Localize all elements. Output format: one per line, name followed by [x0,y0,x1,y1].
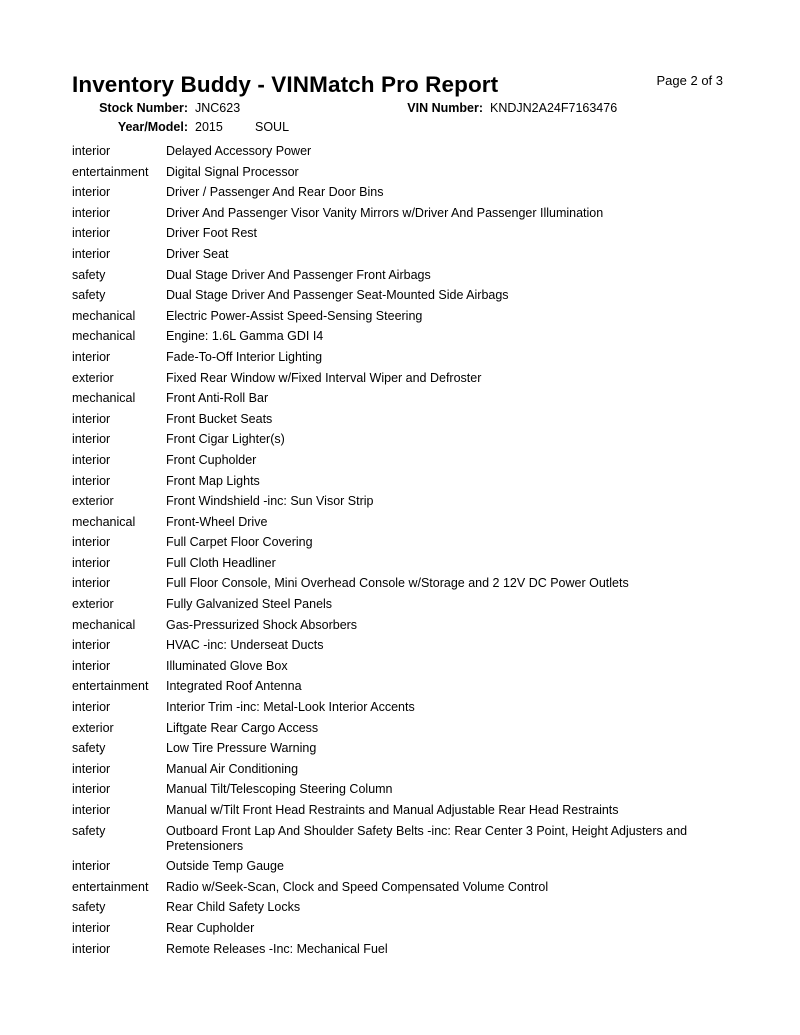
feature-category: interior [72,473,111,488]
feature-row [72,453,732,468]
feature-category: interior [72,205,111,220]
feature-row [72,247,732,262]
feature-row [72,350,732,365]
feature-row [72,432,732,447]
feature-category: safety [72,288,106,303]
feature-category: interior [72,246,111,261]
feature-row [72,185,732,200]
feature-description: Illuminated Glove Box [166,658,288,673]
feature-category: mechanical [72,391,136,406]
feature-description: Front Bucket Seats [166,411,273,426]
feature-category: safety [72,823,106,838]
feature-row [72,880,732,895]
feature-category: interior [72,859,111,874]
feature-row [72,494,732,509]
feature-description: Dual Stage Driver And Passenger Front Airbags [166,267,431,282]
feature-category: interior [72,638,111,653]
feature-row [72,474,732,489]
feature-description: Digital Signal Processor [166,164,299,179]
feature-row [72,391,732,406]
feature-description: Front-Wheel Drive [166,514,268,529]
feature-category: mechanical [72,329,136,344]
feature-category: entertainment [72,879,149,894]
year-model-label: Year/Model: [117,120,188,134]
feature-row [72,329,732,344]
feature-description: Outside Temp Gauge [166,859,284,874]
feature-row [72,618,732,633]
feature-category: mechanical [72,308,136,323]
feature-category: mechanical [72,514,136,529]
feature-description: Fade-To-Off Interior Lighting [166,349,323,364]
feature-row [72,556,732,571]
feature-row [72,309,732,324]
feature-description: Fixed Rear Window w/Fixed Interval Wiper and Defroster [166,370,482,385]
feature-description: Rear Cupholder [166,920,255,935]
feature-row [72,803,732,818]
feature-category: exterior [72,597,114,612]
feature-description: Delayed Accessory Power [166,144,312,158]
feature-description: Engine: 1.6L Gamma GDI I4 [166,329,324,344]
feature-description: HVAC -inc: Underseat Ducts [166,638,324,653]
feature-row [72,900,732,915]
feature-description: Rear Child Safety Locks [166,900,301,915]
feature-row [72,206,732,221]
feature-description: Dual Stage Driver And Passenger Seat-Mounted Side Airbags [166,288,509,303]
feature-row [72,597,732,612]
feature-description: Manual w/Tilt Front Head Restraints and Manual Adjustable Rear Head Restraints [166,803,619,817]
feature-description: Front Cigar Lighter(s) [166,432,285,447]
feature-description: Driver And Passenger Visor Vanity Mirrors w/Driver And Passenger Illumination [166,205,604,220]
feature-category: interior [72,185,111,200]
feature-description: Front Anti-Roll Bar [166,391,269,406]
feature-description: Remote Releases -Inc: Mechanical Fuel [166,941,388,956]
feature-category: exterior [72,494,114,509]
feature-description: Gas-Pressurized Shock Absorbers [166,617,358,632]
feature-row [72,412,732,427]
stock-number-label: Stock Number: [99,101,188,115]
feature-row [72,165,732,180]
model-value: SOUL [255,120,290,134]
feature-row [72,371,732,386]
feature-row [72,679,732,694]
feature-description: Interior Trim -inc: Metal-Look Interior Accents [166,700,415,715]
feature-category: entertainment [72,164,149,179]
feature-description: Full Cloth Headliner [166,555,276,570]
feature-row [72,741,732,756]
feature-description: Electric Power-Assist Speed-Sensing Steering [166,308,423,323]
feature-category: safety [72,900,106,915]
feature-row [72,144,732,159]
feature-row [72,268,732,283]
feature-row [72,659,732,674]
feature-row [72,638,732,653]
feature-category: exterior [72,370,114,385]
year-value: 2015 [195,120,223,134]
feature-list [72,144,732,962]
feature-description: Fully Galvanized Steel Panels [166,597,333,612]
feature-category: exterior [72,720,114,735]
feature-description: Radio w/Seek-Scan, Clock and Speed Compensated Volume Control [166,879,549,894]
feature-category: interior [72,452,111,467]
feature-category: interior [72,761,111,776]
feature-row [72,824,732,854]
feature-description: Front Cupholder [166,452,257,467]
feature-row [72,515,732,530]
feature-category: interior [72,226,111,241]
feature-row [72,942,732,957]
feature-description: Front Map Lights [166,473,260,488]
feature-row [72,859,732,874]
feature-description: Driver / Passenger And Rear Door Bins [166,185,384,200]
feature-row [72,226,732,241]
feature-row [72,700,732,715]
stock-number-value: JNC623 [195,101,241,115]
feature-description: Driver Foot Rest [166,226,257,241]
feature-category: interior [72,782,111,797]
feature-category: interior [72,144,111,158]
feature-description: Low Tire Pressure Warning [166,741,317,756]
feature-row [72,721,732,736]
feature-description: Manual Air Conditioning [166,761,299,776]
feature-category: interior [72,658,111,673]
feature-row [72,762,732,777]
feature-row [72,782,732,797]
feature-description: Integrated Roof Antenna [166,679,302,694]
feature-category: mechanical [72,617,136,632]
feature-row [72,576,732,591]
feature-category: interior [72,803,111,817]
feature-category: interior [72,700,111,715]
report-title: Inventory Buddy - VINMatch Pro Report [72,72,499,97]
feature-category: interior [72,941,111,956]
feature-description: Liftgate Rear Cargo Access [166,720,319,735]
feature-row [72,535,732,550]
feature-description: Driver Seat [166,246,229,261]
feature-category: safety [72,267,106,282]
feature-description: Manual Tilt/Telescoping Steering Column [166,782,393,797]
vin-number-label: VIN Number: [407,101,483,115]
feature-description: Full Carpet Floor Covering [166,535,313,550]
feature-category: interior [72,411,111,426]
feature-row [72,288,732,303]
feature-category: safety [72,741,106,756]
feature-category: interior [72,432,111,447]
feature-category: interior [72,555,111,570]
feature-row [72,921,732,936]
feature-category: interior [72,535,111,550]
feature-category: interior [72,349,111,364]
feature-description: Outboard Front Lap And Shoulder Safety Belts -inc: Rear Center 3 Point, Height Adjusters and Pretensioners [166,823,688,853]
feature-description: Front Windshield -inc: Sun Visor Strip [166,494,374,509]
feature-category: interior [72,576,111,591]
page-number: Page 2 of 3 [656,73,723,88]
feature-category: entertainment [72,679,149,694]
vin-number-value: KNDJN2A24F7163476 [490,101,618,115]
feature-category: interior [72,920,111,935]
feature-description: Full Floor Console, Mini Overhead Console w/Storage and 2 12V DC Power Outlets [166,576,629,591]
